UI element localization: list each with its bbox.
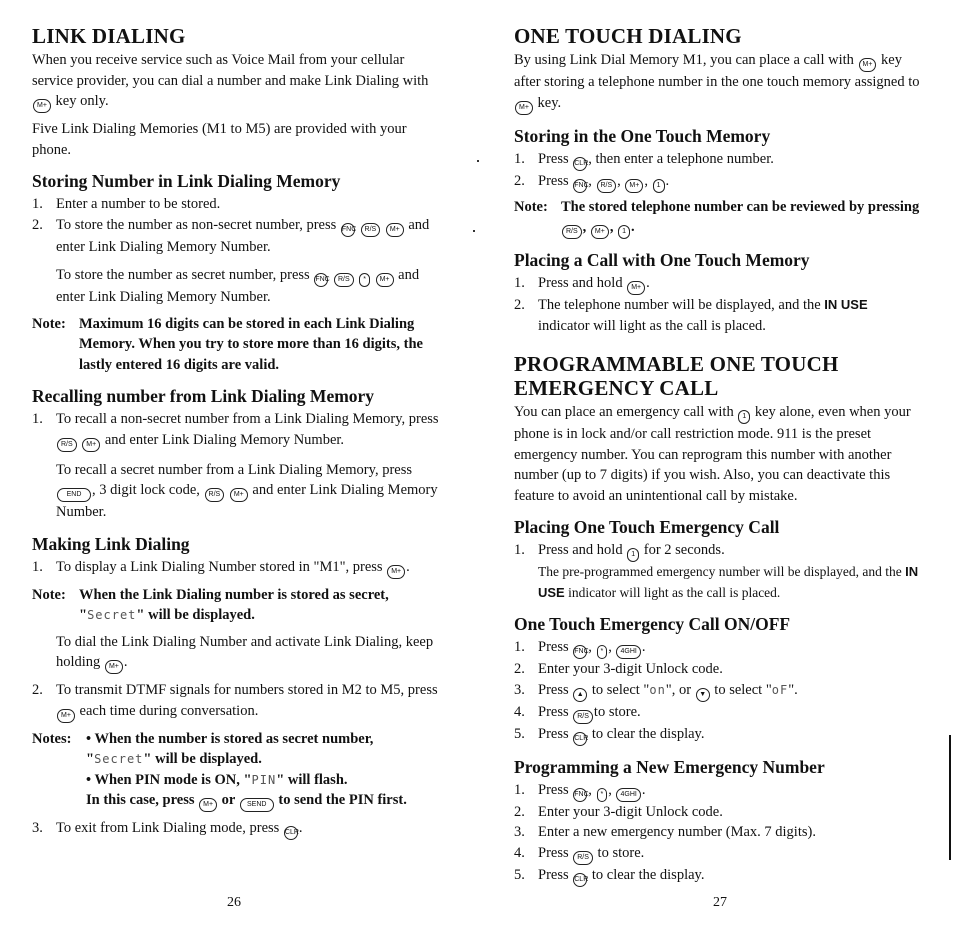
mplus-key-icon: M+ [386,223,404,237]
gutter-dot [473,230,475,232]
list-item: 4. Press R/S to store. [514,702,922,724]
clr-key-icon: CLR [573,732,587,746]
list-item: 5. Press CLR to clear the display. [514,865,922,887]
list-item: 1. Enter a number to be stored. [32,196,221,212]
fnc-key-icon: FNC [573,645,587,659]
making-note: Note: When the Link Dialing number is stored as secret, "Secret" will be displayed. [32,586,389,623]
list-item: 2. Press FNC, R/S , M+ , 1 . [514,171,922,193]
mplus-key-icon: M+ [591,225,609,239]
four-key-icon: 4GHI [616,645,640,659]
on-off-title: One Touch Emergency Call ON/OFF [514,614,791,634]
storing-one-touch-title: Storing in the One Touch Memory [514,125,771,146]
up-key-icon: ▲ [573,688,587,702]
placing-title: Placing a Call with One Touch Memory [514,250,810,270]
rs-key-icon: R/S [57,438,77,452]
right-page [514,24,922,887]
placing-emergency-title: Placing One Touch Emergency Call [514,517,780,537]
clr-key-icon: CLR [573,157,587,171]
one-touch-title: ONE TOUCH DIALING [514,24,742,48]
mplus-key-icon: M+ [387,565,405,579]
rs-key-icon: R/S [573,710,593,724]
star-key-icon: * [597,788,608,802]
rs-key-icon: R/S [205,488,225,502]
mplus-key-icon: M+ [859,58,877,72]
link-dialing-memories: Five Link Dialing Memories (M1 to M5) are provided with your phone. [32,121,407,158]
list-item: 1. Press FNC, * , 4GHI . [514,637,922,659]
one-key-icon: 1 [653,179,665,193]
list-item: 2. To transmit DTMF signals for numbers stored in M2 to M5, press M+ each time during conversation. [32,680,440,723]
clr-key-icon: CLR [573,873,587,887]
list-item: 2. Enter your 3-digit Unlock code. [514,661,723,677]
one-touch-intro: By using Link Dial Memory M1, you can place a call with M+ key after storing a telephone number in the one touch memory assigned to M+ key. [514,50,922,115]
star-key-icon: * [597,645,608,659]
list-item: 3. Press ▲ to select "on", or ▼ to select "oF". [514,680,922,702]
list-item: 3. To exit from Link Dialing mode, press CLR. [32,818,440,840]
one-key-icon: 1 [618,225,630,239]
mplus-key-icon: M+ [57,709,75,723]
mplus-key-icon: M+ [230,488,248,502]
programmable-title: PROGRAMMABLE ONE TOUCH EMERGENCY CALL [514,352,839,400]
list-item: 4. Press R/S to store. [514,843,922,865]
list-item: 1. To display a Link Dialing Number stored in "M1", press M+ . [32,557,440,579]
list-item: 2. Enter your 3-digit Unlock code. [514,803,723,820]
recalling-title: Recalling number from Link Dialing Memory [32,386,375,406]
end-key-icon: END [57,488,91,502]
link-dialing-title: LINK DIALING [32,24,186,48]
mplus-key-icon: M+ [82,438,100,452]
fnc-key-icon: FNC [314,273,328,287]
rs-key-icon: R/S [361,223,381,237]
list-item: 1. Press FNC, * , 4GHI . [514,780,922,802]
rs-key-icon: R/S [334,273,354,287]
fnc-key-icon: FNC [573,179,587,193]
making-title: Making Link Dialing [32,533,190,554]
mplus-key-icon: M+ [105,660,123,674]
gutter-dot [477,160,479,162]
storing-one-touch-note: Note: The stored telephone number can be reviewed by pressing R/S , M+ , 1 . [514,197,922,240]
page-edge-bar [949,735,951,860]
one-key-icon: 1 [738,410,750,424]
rs-key-icon: R/S [597,179,617,193]
mplus-key-icon: M+ [199,798,217,812]
mplus-key-icon: M+ [625,179,643,193]
storing-secret: To store the number as secret number, press FNC R/S * M+ and enter Link Dialing Memory Number. [56,267,420,305]
page-number-left: 26 [227,895,241,910]
rs-key-icon: R/S [562,225,582,239]
link-dialing-intro: When you receive service such as Voice Mail from your cellular service provider, you can dial a number and make Link Dialing with M+ key only. [32,50,440,113]
page-number-right: 27 [713,895,727,910]
list-item: 1. Press and hold 1 for 2 seconds. The pre-programmed emergency number will be displayed, and the IN USE indicator will light as the call is placed. [514,542,919,600]
list-item: 1. Press and hold M+ . [514,273,922,295]
list-item: 3. Enter a new emergency number (Max. 7 digits). [514,824,816,840]
list-item: 2. The telephone number will be displayed, and the IN USE indicator will light as the call is placed. [514,297,868,334]
storing-title: Storing Number in Link Dialing Memory [32,171,341,191]
star-key-icon: * [359,273,370,287]
rs-key-icon: R/S [573,851,593,865]
fnc-key-icon: FNC [573,788,587,802]
send-key-icon: SEND [240,798,274,812]
recalling-secret: To recall a secret number from a Link Dialing Memory, press END , 3 digit lock code, R/S M+ and enter Link Dialing Memory Number. [56,461,438,520]
programmable-intro: You can place an emergency call with 1 key alone, even when your phone is in lock and/or call restriction mode. 911 is the preset emergency number. You can reprogram this number with another number (up to 7 digits) if you wish. Also, you can deactivate this feature to avoid an unintentional call by mistake. [514,404,911,504]
mplus-key-icon: M+ [515,101,533,115]
making-hold: To dial the Link Dialing Number and activate Link Dialing, keep holding M+ . [56,632,440,675]
list-item: 2. To store the number as non-secret number, press FNC R/S M+ and enter Link Dialing Memory Number. [32,216,430,255]
down-key-icon: ▼ [696,688,710,702]
mplus-key-icon: M+ [627,281,645,295]
four-key-icon: 4GHI [616,788,640,802]
one-key-icon: 1 [627,548,639,562]
list-item: 1. Press CLR, then enter a telephone number. [514,149,922,171]
mplus-key-icon: M+ [33,99,51,113]
clr-key-icon: CLR [284,826,298,840]
fnc-key-icon: FNC [341,223,355,237]
mplus-key-icon: M+ [376,273,394,287]
list-item: 5. Press CLR to clear the display. [514,724,922,746]
making-notes: Notes: • When the number is stored as secret number, "Secret" will be displayed. • When PIN mode is ON, "PIN" will flash. In this case, press M+ or SEND to send the PIN first. [32,729,440,813]
storing-note: Note: Maximum 16 digits can be stored in each Link Dialing Memory. When you try to store more than 16 digits, the lastly entered 16 digits are valid. [32,315,423,373]
list-item: 1. To recall a non-secret number from a Link Dialing Memory, press R/S M+ and enter Link Dialing Memory Number. [32,409,440,452]
left-page [32,24,440,840]
new-number-title: Programming a New Emergency Number [514,756,825,777]
